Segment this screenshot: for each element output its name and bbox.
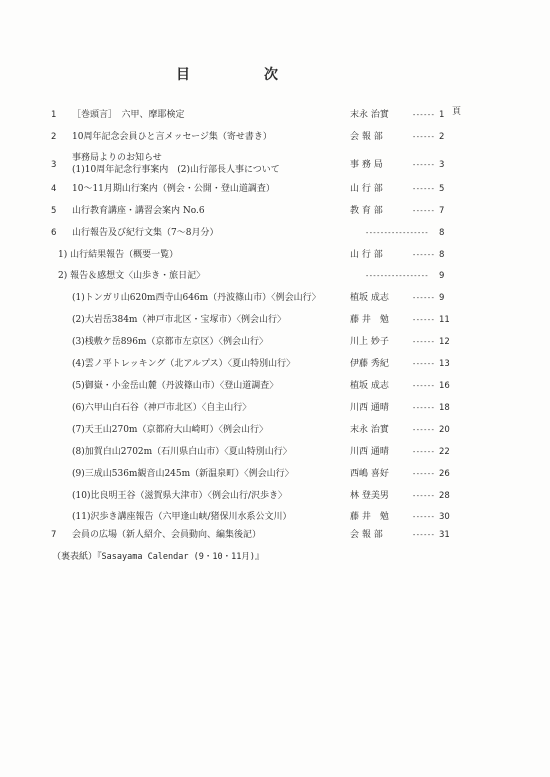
entry-author: 教 育 部 [350,206,383,216]
entry-leader: ------ [412,492,435,500]
entry-author: 山 行 部 [350,184,383,194]
entry-leader: ------ [412,513,435,521]
entry-title: (2)大岩岳384m（神戸市北区・宝塚市）〈例会山行〉 [72,315,286,325]
entry-title: 会員の広場（新人紹介、会員動向、編集後記） [72,530,262,540]
entry-leader: ----------------- [365,272,429,280]
entry-author: 会 報 部 [350,530,383,540]
entry-author: 山 行 部 [350,250,383,260]
entry-title: (6)六甲山白石谷（神戸市北区）〈自主山行〉 [72,403,252,413]
entry-title: (1)トンガリ山620m西寺山646m（丹波篠山市）〈例会山行〉 [72,293,321,303]
entry-title: (10)比良明王谷（滋賀県大津市）〈例会山行/沢歩き〉 [72,491,288,501]
entry-leader: ------ [412,111,435,119]
entry-title: (3)桟敷ケ岳896m（京都市左京区）〈例会山行〉 [72,337,268,347]
entry-leader: ------ [412,207,435,215]
entry-title: 10～11月期山行案内（例会・公開・登山道調査） [72,184,275,194]
entry-title: (5)御嶽・小金岳山麓（丹波篠山市）〈登山道調査〉 [72,381,279,391]
back-cover-note [52,549,264,562]
entry-title: 事務局よりのお知らせ [72,153,162,163]
entry-title: (7)天王山270m（京都府大山崎町）〈例会山行〉 [72,425,268,435]
entry-page: 3 [439,160,445,170]
back-cover-prefix: （裏表紙）『 [52,552,102,562]
entry-leader: ------ [412,360,435,368]
entry-page: 12 [439,337,450,347]
entry-leader: ------ [412,470,435,478]
entry-number: 6 [51,228,57,238]
entry-leader: ------ [412,185,435,193]
title-char-2: 次 [264,67,278,83]
entry-page: 30 [439,512,450,522]
entry-leader: ------ [412,316,435,324]
entry-author: 伊藤 秀紀 [350,359,389,369]
entry-page: 8 [439,228,445,238]
entry-leader: ------ [412,448,435,456]
entry-title: 1) 山行結果報告（概要一覧） [58,250,179,260]
entry-title: (9)三成山536m観音山245m（新温泉町）〈例会山行〉 [72,469,294,479]
entry-title: 10周年記念会員ひと言メッセージ集（寄せ書き） [72,132,272,142]
title-char-1: 目 [176,67,190,83]
page-column-label: 頁 [452,107,462,117]
entry-leader: ------ [412,133,435,141]
entry-page: 20 [439,425,450,435]
entry-leader: ------ [412,161,435,169]
entry-author: 末永 治實 [350,110,389,120]
entry-author: 林 登美男 [350,491,389,501]
entry-number: 7 [51,530,57,540]
entry-page: 5 [439,184,445,194]
entry-leader: ------ [412,404,435,412]
entry-title: (8)加賀白山2702m（石川県白山市）〈夏山特別山行〉 [72,447,292,457]
entry-page: 26 [439,469,450,479]
entry-title: (11)沢歩き講座報告（六甲逢山峡/猪保川水系公文川） [72,512,292,522]
entry-page: 2 [439,132,445,142]
entry-number: 1 [51,110,57,120]
entry-page: 1 [439,110,445,120]
entry-number: 4 [51,184,57,194]
entry-leader: ------ [412,426,435,434]
entry-author: 植坂 成志 [350,381,389,391]
entry-leader: ------ [412,294,435,302]
entry-page: 31 [439,530,450,540]
entry-page: 16 [439,381,450,391]
entry-leader: ------ [412,251,435,259]
entry-author: 藤 井 勉 [350,512,389,522]
entry-author: 事 務 局 [350,160,383,170]
entry-author: 植坂 成志 [350,293,389,303]
entry-page: 8 [439,250,445,260]
entry-page: 22 [439,447,450,457]
entry-number: 2 [51,132,57,142]
entry-page: 11 [439,315,450,325]
entry-page: 7 [439,206,445,216]
page-title [0,64,550,84]
entry-author: 藤 井 勉 [350,315,389,325]
entry-title: ［巻頭言］ 六甲、摩耶検定 [72,110,185,120]
entry-title: (4)雲ノ平トレッキング（北アルプス）〈夏山特別山行〉 [72,359,296,369]
entry-author: 川西 通晴 [350,403,389,413]
entry-title-subline: (1)10周年記念行事案内 (2)山行部長人事について [72,165,280,175]
back-cover-suffix: 』 [254,552,264,562]
entry-author: 西嶋 喜好 [350,469,389,479]
entry-author: 会 報 部 [350,132,383,142]
entry-page: 9 [439,271,445,281]
entry-page: 13 [439,359,450,369]
entry-leader: ----------------- [365,229,429,237]
entry-number: 5 [51,206,57,216]
entry-title: 2) 報告＆感想文〈山歩き・旅日記〉 [58,271,206,281]
entry-title: 山行報告及び紀行文集（7～8月分） [72,228,219,238]
calendar-title: Sasayama Calendar (9・10・11月) [101,552,255,562]
entry-page: 28 [439,491,450,501]
entry-page: 18 [439,403,450,413]
entry-author: 川上 妙子 [350,337,389,347]
entry-page: 9 [439,293,445,303]
entry-number: 3 [51,160,57,170]
entry-leader: ------ [412,382,435,390]
entry-title: 山行教育講座・講習会案内 No.6 [72,206,205,216]
entry-author: 川西 通晴 [350,447,389,457]
entry-author: 末永 治實 [350,425,389,435]
entry-leader: ------ [412,531,435,539]
entry-leader: ------ [412,338,435,346]
